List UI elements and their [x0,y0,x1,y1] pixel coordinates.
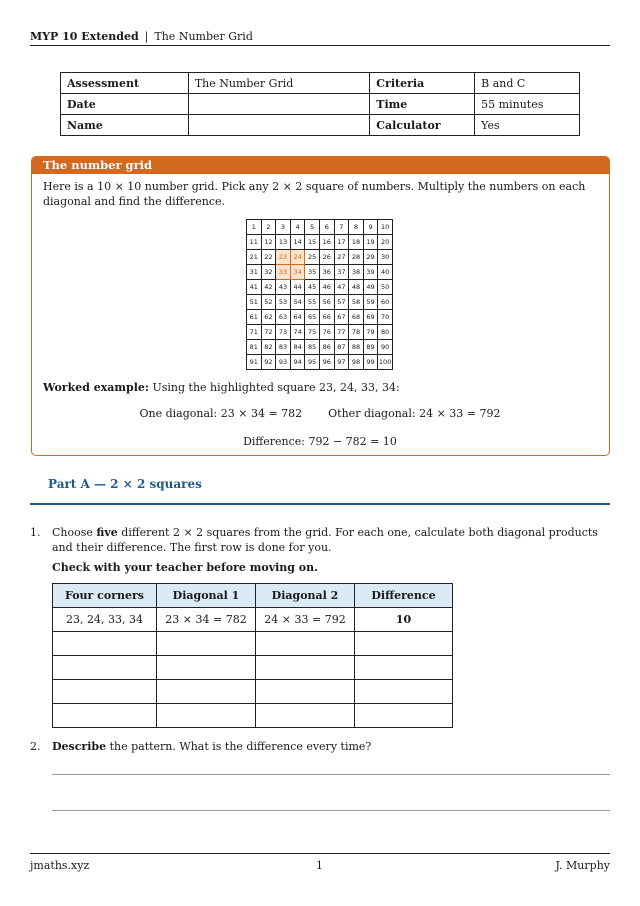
info-row [61,115,580,136]
answer-cell[interactable] [355,704,453,728]
grid-cell-50: 50 [378,280,393,295]
grid-cell-5: 5 [305,220,320,235]
answer-cell[interactable] [355,680,453,704]
assessment-label: Assessment [61,73,189,94]
question-1-number: 1. [30,526,41,539]
time-value: 55 minutes [475,94,580,115]
check-with-teacher: Check with your teacher before moving on. [52,561,318,574]
grid-cell-96: 96 [319,355,334,370]
grid-cell-81: 81 [247,340,262,355]
diagonal-one: One diagonal: 23 × 34 = 782 [139,407,303,420]
table-row [53,656,453,680]
grid-cell-66: 66 [319,310,334,325]
table-row [53,632,453,656]
grid-cell-72: 72 [261,325,276,340]
grid-cell-9: 9 [363,220,378,235]
grid-cell-30: 30 [378,250,393,265]
grid-cell-99: 99 [363,355,378,370]
question-2 [30,740,610,753]
grid-cell-95: 95 [305,355,320,370]
answer-cell[interactable] [256,656,355,680]
answer-line[interactable] [52,774,610,775]
grid-cell-46: 46 [319,280,334,295]
grid-cell-70: 70 [378,310,393,325]
answer-cell[interactable] [53,680,157,704]
grid-cell-100: 100 [378,355,393,370]
header-title: The Number Grid [154,30,253,43]
answer-cell[interactable] [355,632,453,656]
grid-cell-85: 85 [305,340,320,355]
grid-cell-69: 69 [363,310,378,325]
assessment-info-table [60,72,580,136]
number-grid [246,219,393,370]
grid-cell-25: 25 [305,250,320,265]
grid-cell-12: 12 [261,235,276,250]
info-row [61,73,580,94]
answer-cell[interactable] [256,704,355,728]
grid-cell-78: 78 [349,325,364,340]
footer-author: J. Murphy [555,859,610,872]
grid-cell-15: 15 [305,235,320,250]
grid-cell-60: 60 [378,295,393,310]
grid-cell-40: 40 [378,265,393,280]
q1-text-end: different 2 × 2 squares from the grid. For each one, calculate both diagonal products and their difference. The first row is done for you. [52,526,598,554]
grid-cell-34: 34 [290,265,305,280]
grid-cell-37: 37 [334,265,349,280]
diagonal-two: Other diagonal: 24 × 33 = 792 [328,407,501,420]
grid-cell-94: 94 [290,355,305,370]
header-diagonal-2: Diagonal 2 [256,584,355,608]
box-intro-text: Here is a 10 × 10 number grid. Pick any 2 × 2 square of numbers. Multiply the numbers on each diagonal and find the difference. [43,180,586,208]
grid-row [247,280,393,295]
header-four-corners: Four corners [53,584,157,608]
grid-cell-1: 1 [247,220,262,235]
grid-cell-65: 65 [305,310,320,325]
grid-cell-21: 21 [247,250,262,265]
grid-cell-3: 3 [276,220,291,235]
grid-cell-91: 91 [247,355,262,370]
grid-cell-24: 24 [290,250,305,265]
grid-cell-67: 67 [334,310,349,325]
grid-cell-11: 11 [247,235,262,250]
date-label: Date [61,94,189,115]
grid-cell-77: 77 [334,325,349,340]
grid-cell-31: 31 [247,265,262,280]
grid-cell-74: 74 [290,325,305,340]
footer-rule [30,853,610,854]
criteria-label: Criteria [370,73,475,94]
grid-cell-75: 75 [305,325,320,340]
grid-cell-52: 52 [261,295,276,310]
grid-cell-35: 35 [305,265,320,280]
name-label: Name [61,115,189,136]
q2-text-rest: the pattern. What is the difference every time? [106,740,372,753]
grid-cell-22: 22 [261,250,276,265]
number-grid-box [31,156,610,456]
worked-example-text: Using the highlighted square 23, 24, 33, 34: [148,381,400,394]
grid-cell-48: 48 [349,280,364,295]
header-difference: Difference [355,584,453,608]
answer-cell[interactable] [53,704,157,728]
grid-cell-53: 53 [276,295,291,310]
grid-cell-28: 28 [349,250,364,265]
grid-cell-55: 55 [305,295,320,310]
question-2-text [52,740,610,753]
grid-cell-83: 83 [276,340,291,355]
grid-cell-8: 8 [349,220,364,235]
page-header [30,30,610,46]
grid-cell-51: 51 [247,295,262,310]
grid-cell-54: 54 [290,295,305,310]
answer-cell[interactable] [53,632,157,656]
grid-cell-45: 45 [305,280,320,295]
grid-cell-73: 73 [276,325,291,340]
answer-cell[interactable] [53,656,157,680]
grid-row [247,295,393,310]
grid-row [247,235,393,250]
grid-cell-23: 23 [276,250,291,265]
date-field[interactable] [188,94,369,115]
grid-cell-47: 47 [334,280,349,295]
worked-example [43,381,400,394]
part-a-heading: Part A — 2 × 2 squares [48,477,202,491]
worked-example-label: Worked example: [43,381,149,394]
grid-cell-71: 71 [247,325,262,340]
question-1-text [52,525,610,555]
row1-corners: 23, 24, 33, 34 [53,608,157,632]
grid-cell-63: 63 [276,310,291,325]
row1-diagonal-2: 24 × 33 = 792 [256,608,355,632]
grid-cell-36: 36 [319,265,334,280]
part-a-rule [30,503,610,505]
grid-cell-19: 19 [363,235,378,250]
row1-diagonal-1: 23 × 34 = 782 [157,608,256,632]
grid-cell-61: 61 [247,310,262,325]
grid-cell-32: 32 [261,265,276,280]
header-separator: | [144,30,149,43]
grid-row [247,265,393,280]
time-label: Time [370,94,475,115]
q2-text-bold: Describe [52,740,107,753]
grid-cell-26: 26 [319,250,334,265]
course-name: MYP 10 Extended [30,30,139,43]
diagonal-answer-table [52,583,453,728]
grid-cell-59: 59 [363,295,378,310]
calculator-value: Yes [475,115,580,136]
grid-cell-18: 18 [349,235,364,250]
question-2-number: 2. [30,740,41,753]
grid-cell-10: 10 [378,220,393,235]
grid-cell-98: 98 [349,355,364,370]
table-row [53,680,453,704]
grid-cell-17: 17 [334,235,349,250]
page-number: 1 [316,859,323,872]
grid-cell-29: 29 [363,250,378,265]
grid-cell-43: 43 [276,280,291,295]
grid-cell-62: 62 [261,310,276,325]
table-row [53,704,453,728]
grid-cell-76: 76 [319,325,334,340]
answer-cell[interactable] [157,704,256,728]
calculator-label: Calculator [370,115,475,136]
grid-cell-84: 84 [290,340,305,355]
grid-row [247,355,393,370]
grid-cell-14: 14 [290,235,305,250]
grid-cell-89: 89 [363,340,378,355]
grid-cell-56: 56 [319,295,334,310]
grid-cell-27: 27 [334,250,349,265]
q1-text-bold: five [96,526,118,539]
grid-cell-86: 86 [319,340,334,355]
answer-line[interactable] [52,810,610,811]
grid-cell-92: 92 [261,355,276,370]
grid-row [247,250,393,265]
grid-cell-49: 49 [363,280,378,295]
grid-cell-90: 90 [378,340,393,355]
info-row [61,94,580,115]
q1-text-start: Choose [52,526,97,539]
grid-cell-97: 97 [334,355,349,370]
grid-cell-41: 41 [247,280,262,295]
grid-cell-44: 44 [290,280,305,295]
grid-row [247,340,393,355]
grid-cell-68: 68 [349,310,364,325]
grid-cell-4: 4 [290,220,305,235]
grid-cell-13: 13 [276,235,291,250]
grid-cell-57: 57 [334,295,349,310]
criteria-value: B and C [475,73,580,94]
grid-cell-16: 16 [319,235,334,250]
header-diagonal-1: Diagonal 1 [157,584,256,608]
box-title: The number grid [32,157,609,174]
table-row [53,608,453,632]
answer-cell[interactable] [157,680,256,704]
grid-cell-42: 42 [261,280,276,295]
grid-cell-93: 93 [276,355,291,370]
grid-cell-88: 88 [349,340,364,355]
grid-cell-38: 38 [349,265,364,280]
name-field[interactable] [188,115,369,136]
answer-cell[interactable] [355,656,453,680]
grid-cell-64: 64 [290,310,305,325]
grid-cell-58: 58 [349,295,364,310]
assessment-value: The Number Grid [188,73,369,94]
grid-cell-6: 6 [319,220,334,235]
grid-row [247,310,393,325]
row1-difference: 10 [355,608,453,632]
footer-site: jmaths.xyz [30,859,90,872]
answer-cell[interactable] [157,656,256,680]
grid-cell-7: 7 [334,220,349,235]
grid-cell-33: 33 [276,265,291,280]
grid-cell-20: 20 [378,235,393,250]
question-1 [30,525,610,575]
difference-line: Difference: 792 − 782 = 10 [243,435,397,448]
grid-cell-80: 80 [378,325,393,340]
grid-row [247,325,393,340]
grid-cell-87: 87 [334,340,349,355]
grid-cell-2: 2 [261,220,276,235]
answer-cell[interactable] [256,680,355,704]
answer-cell[interactable] [256,632,355,656]
answer-cell[interactable] [157,632,256,656]
answer-table-header [53,584,453,608]
grid-row [247,220,393,235]
grid-cell-79: 79 [363,325,378,340]
grid-cell-82: 82 [261,340,276,355]
grid-cell-39: 39 [363,265,378,280]
diagonal-products [32,407,608,420]
